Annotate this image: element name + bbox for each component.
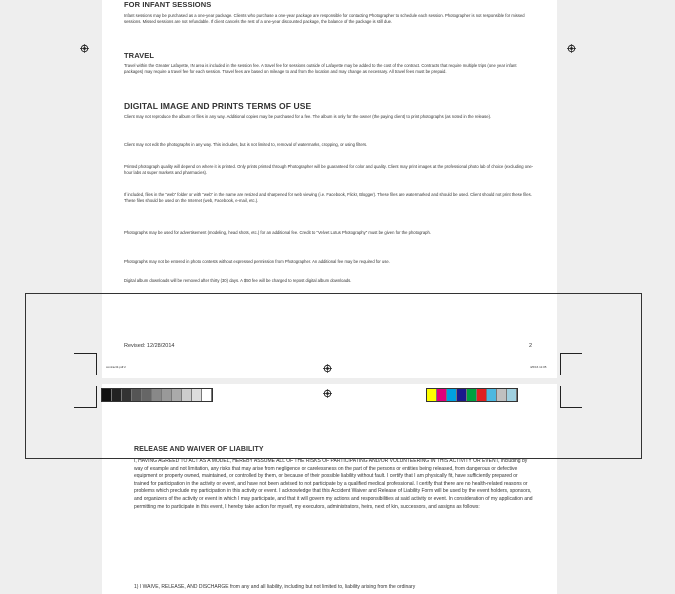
print-slug-timestamp: 4/6/16 11:05 xyxy=(530,365,547,369)
paragraph-terms-2: Client may not edit the photographs in any way. This includes, but is not limited to, removal of watermarks, cropping, or using filters. xyxy=(124,142,368,147)
paragraph-travel: Travel within the Greater Lafayette, IN area is included in the session fee. A travel fee for sessions outside of Lafayette may be added to the cost of the contract. Contracts that require multiple trips (one year infant packages) may require a travel fee for each session. Travel fees are based on mileage to and from the location and may change as necessary. All travel fees must be prepaid. xyxy=(124,63,517,75)
paragraph-infant-sessions: Infant sessions may be purchased as a one-year package. Clients who purchase a one-year package are responsible for contacting Photographer to schedule each session. Photographer is not responsible for missed sessions. Missed sessions are not refundable. If client cancels the rest of a one-year discounted package, the balance of the package is still due. xyxy=(124,13,525,25)
registration-mark-icon xyxy=(80,44,89,53)
registration-mark-icon xyxy=(567,44,576,53)
page-number: 2 xyxy=(529,343,533,349)
heading-infant-sessions: FOR INFANT SESSIONS xyxy=(124,0,212,9)
paragraph-terms-6: Photographs may not be entered in photo contests without expressed permission from Photographer. An additional fee may be required for use. xyxy=(124,259,390,264)
print-slug-filename: contract3.pdf 2 xyxy=(106,365,126,369)
heading-digital-image-terms: DIGITAL IMAGE AND PRINTS TERMS OF USE xyxy=(124,101,312,111)
paragraph-terms-1: Client may not reproduce the album or files in any way. Additional copies may be purchased for a fee. The album is only for the owner (the paying client) to print photographs (as noted in the release). xyxy=(124,114,492,119)
heading-travel: TRAVEL xyxy=(124,51,155,60)
paragraph-terms-7: Digital album downloads will be removed after thirty (30) days. A $50 fee will be charged to repost digital album downloads. xyxy=(124,278,352,283)
paragraph-terms-4: If included, files in the "web" folder or with "web" in the name are resized and sharpened for web viewing (i.e. Facebook, Flickr, Blogger). These files are watermarked and should be used. Client should not print these files. These files should be used on the Internet (web, Facebook, e-mail, etc.). xyxy=(124,192,532,204)
selection-rectangle[interactable] xyxy=(25,293,642,459)
paragraph-terms-5: Photographs may be used for advertisement (modeling, head shots, etc.) for an additional fee. Credit to "Velvet Lotus Photography" must be given for the photograph. xyxy=(124,230,431,235)
heading-release-waiver: RELEASE AND WAIVER OF LIABILITY xyxy=(134,446,264,453)
paragraph-terms-3: Printed photograph quality will depend on where it is printed. Only prints printed through Photographer will be guaranteed for color and quality. Client may print images at the professional photo lab of choice (excluding one-hour labs at super markets and pharmacies). xyxy=(124,164,534,176)
paragraph-release-1: I, HAVING AGREED TO ACT AS A MODEL, HEREBY ASSUME ALL OF THE RISKS OF PARTICIPATING AND/OR VOLUNTEERING IN THIS ACTIVITY OR EVENT, including by way of example and not limitation, any risks that may arise from negligence or carelessness on the part of the persons or entities being released, from dangerous or defective equipment or property owned, maintained, or controlled by them, or because of their possible liability without fault. I certify that I am physically fit, have sufficiently prepared or trained for participation in the activity or event, and have not been advised to not participate by a qualified medical professional. I certify that there are no health-related reasons or problems which preclude my participation in this activity or event. I acknowledge that this Accident Waiver and Release of Liability Form will be used by the event holders, sponsors, and organizers of the activity or event in which I may participate, and that it will govern my actions and responsibilities at said activity or event. In consideration of my application and permitting me to participate in this event, I hereby take action for myself, my executors, administrators, heirs, next of kin, successors, and assigns as follows: xyxy=(134,458,533,510)
revised-date: Revised: 12/28/2014 xyxy=(124,343,175,349)
paragraph-release-2: 1) I WAIVE, RELEASE, AND DISCHARGE from any and all liability, including but not limited to, liability arising from the ordinary xyxy=(134,584,416,590)
